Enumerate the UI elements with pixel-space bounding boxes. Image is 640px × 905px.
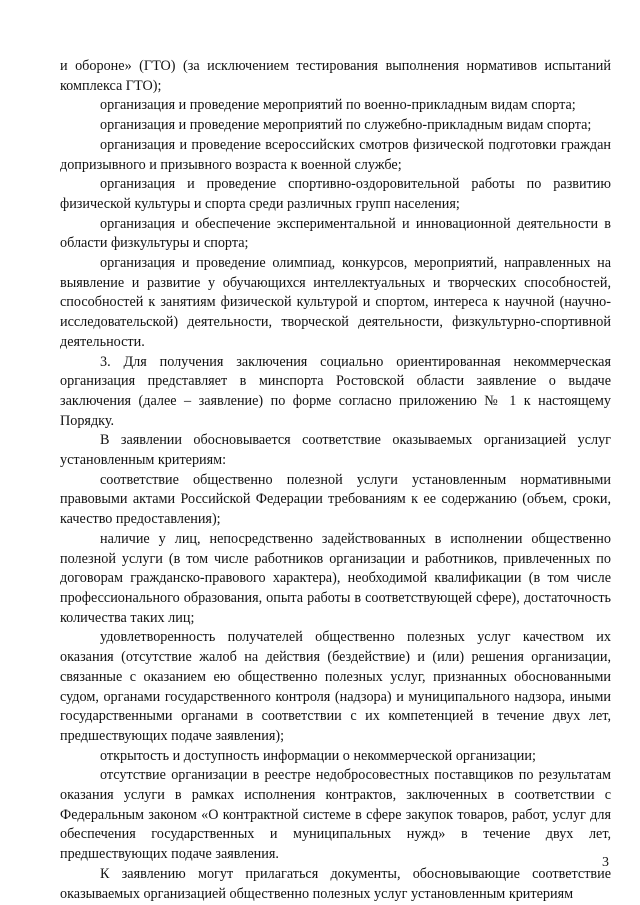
paragraph: организация и проведение олимпиад, конкурсов, мероприятий, направленных на выявление и развитие у обучающихся интеллектуальных и творческих способностей, способностей к занятиям физической культурой и спортом, интереса к научной (научно-исследовательской) деятельности, творческой деятельности, физкультурно-спортивной деятельности.	[60, 255, 611, 350]
paragraph: организация и обеспечение экспериментальной и инновационной деятельности в области физкультуры и спорта;	[60, 215, 611, 252]
paragraph-section-3: 3. Для получения заключения социально ориентированная некоммерческая организация представляет в минспорта Ростовской области заявление о выдаче заключения (далее – заявление) по форме согласно приложению № 1 к настоящему Порядку.	[60, 353, 611, 429]
paragraph: удовлетворенность получателей общественно полезных услуг качеством их оказания (отсутствие жалоб на действия (бездействие) и (или) решения организации, связанные с оказанием ею общественно полезных услуг, признанных обоснованными судом, органами государственного контроля (надзора) и муниципального надзора, иными государственными органами в соответствии с их компетенцией в течение двух лет, предшествующих подаче заявления);	[60, 629, 611, 744]
paragraph: организация и проведение мероприятий по военно-прикладным видам спорта;	[100, 97, 576, 114]
paragraph: организация и проведение всероссийских смотров физической подготовки граждан допризывного и призывного возраста к военной службе;	[60, 136, 611, 173]
paragraph: организация и проведение мероприятий по служебно-прикладным видам спорта;	[100, 117, 592, 134]
document-body	[60, 57, 611, 904]
paragraph: В заявлении обосновывается соответствие оказываемых организацией услуг установленным критериям:	[60, 432, 611, 469]
paragraph: К заявлению могут прилагаться документы, обосновывающие соответствие оказываемых организацией общественно полезных услуг установленным критериям	[60, 865, 611, 902]
paragraph: наличие у лиц, непосредственно задействованных в исполнении общественно полезной услуги (в том числе работников организации и работников, привлеченных по договорам гражданско-правового характера), необходимой квалификации (в том числе профессионального образования, опыта работы в соответствующей сфере), достаточность количества таких лиц;	[60, 530, 611, 626]
paragraph: открытость и доступность информации о некоммерческой организации;	[100, 747, 536, 764]
paragraph: организация и проведение спортивно-оздоровительной работы по развитию физической культуры и спорта среди различных групп населения;	[60, 176, 611, 212]
paragraph: отсутствие организации в реестре недобросовестных поставщиков по результатам оказания услуги в рамках исполнения контрактов, заключенных в соответствии с Федеральным законом «О контрактной системе в сфере закупок товаров, работ, услуг для обеспечения государственных и муниципальных нужд» в течение двух лет, предшествующих подаче заявления.	[60, 767, 611, 863]
paragraph-continuation: и обороне» (ГТО) (за исключением тестирования выполнения нормативов испытаний комплекса ГТО);	[60, 58, 611, 94]
paragraph: соответствие общественно полезной услуги установленным нормативными правовыми актами Российской Федерации требованиям к ее содержанию (объем, сроки, качество предоставления);	[60, 471, 611, 528]
page-number: 3	[602, 855, 609, 870]
